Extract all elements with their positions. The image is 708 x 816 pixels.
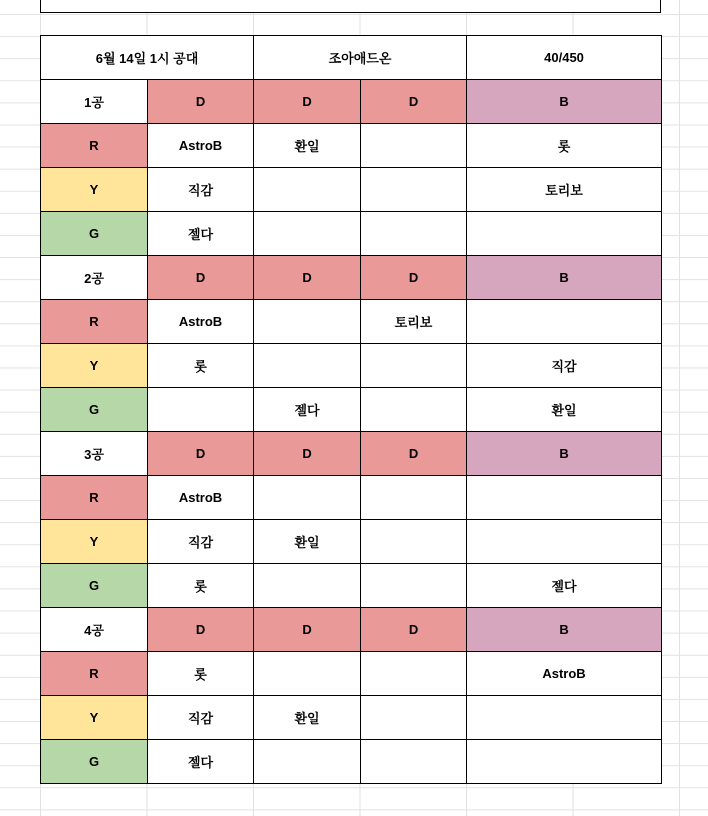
party-role-row	[41, 256, 662, 300]
member-cell[interactable]: 환일	[254, 124, 361, 168]
member-cell[interactable]	[467, 740, 662, 784]
role-cell[interactable]: D	[148, 80, 254, 124]
raid-schedule-body	[41, 36, 662, 784]
color-group-cell[interactable]: R	[41, 476, 148, 520]
color-group-cell[interactable]: G	[41, 564, 148, 608]
party-role-row	[41, 80, 662, 124]
member-cell[interactable]	[361, 168, 467, 212]
member-cell[interactable]: 직감	[148, 696, 254, 740]
member-cell[interactable]	[361, 564, 467, 608]
role-cell[interactable]: D	[254, 608, 361, 652]
role-cell[interactable]: B	[467, 432, 662, 476]
role-cell[interactable]: B	[467, 256, 662, 300]
member-cell[interactable]	[148, 388, 254, 432]
color-group-cell[interactable]: Y	[41, 168, 148, 212]
member-cell[interactable]	[361, 740, 467, 784]
member-cell[interactable]: 젤다	[148, 740, 254, 784]
member-cell[interactable]	[467, 300, 662, 344]
member-cell[interactable]: 직감	[467, 344, 662, 388]
role-cell[interactable]: D	[254, 256, 361, 300]
party-title-cell[interactable]: 3공	[41, 432, 148, 476]
party-title-cell[interactable]: 1공	[41, 80, 148, 124]
color-group-cell[interactable]: G	[41, 212, 148, 256]
member-cell[interactable]	[254, 300, 361, 344]
member-cell[interactable]: 직감	[148, 520, 254, 564]
member-row	[41, 300, 662, 344]
member-cell[interactable]	[361, 520, 467, 564]
member-row	[41, 740, 662, 784]
previous-table-bottom	[40, 0, 661, 13]
role-cell[interactable]: D	[361, 80, 467, 124]
member-cell[interactable]	[467, 212, 662, 256]
member-cell[interactable]: AstroB	[148, 124, 254, 168]
role-cell[interactable]: D	[361, 256, 467, 300]
party-role-row	[41, 608, 662, 652]
member-cell[interactable]	[361, 652, 467, 696]
role-cell[interactable]: D	[148, 608, 254, 652]
member-row	[41, 388, 662, 432]
color-group-cell[interactable]: Y	[41, 344, 148, 388]
role-cell[interactable]: D	[148, 432, 254, 476]
member-cell[interactable]: 롯	[467, 124, 662, 168]
member-cell[interactable]: AstroB	[148, 476, 254, 520]
member-cell[interactable]: 젤다	[467, 564, 662, 608]
member-cell[interactable]: AstroB	[467, 652, 662, 696]
member-cell[interactable]	[361, 212, 467, 256]
member-cell[interactable]: 롯	[148, 564, 254, 608]
member-cell[interactable]: 환일	[254, 520, 361, 564]
member-row	[41, 564, 662, 608]
role-cell[interactable]: D	[148, 256, 254, 300]
party-role-row	[41, 432, 662, 476]
member-row	[41, 212, 662, 256]
member-cell[interactable]: 토리보	[467, 168, 662, 212]
member-cell[interactable]	[467, 696, 662, 740]
color-group-cell[interactable]: R	[41, 124, 148, 168]
member-cell[interactable]	[361, 696, 467, 740]
member-cell[interactable]	[254, 212, 361, 256]
member-row	[41, 124, 662, 168]
member-row	[41, 344, 662, 388]
member-cell[interactable]	[254, 344, 361, 388]
member-row	[41, 652, 662, 696]
member-cell[interactable]	[467, 520, 662, 564]
header-count-cell[interactable]: 40/450	[467, 36, 662, 80]
header-date-cell[interactable]: 6월 14일 1시 공대	[41, 36, 254, 80]
member-cell[interactable]	[254, 168, 361, 212]
role-cell[interactable]: B	[467, 80, 662, 124]
role-cell[interactable]: D	[361, 608, 467, 652]
member-cell[interactable]	[254, 476, 361, 520]
role-cell[interactable]: D	[254, 80, 361, 124]
member-cell[interactable]	[254, 564, 361, 608]
member-cell[interactable]: 젤다	[148, 212, 254, 256]
member-cell[interactable]: 환일	[467, 388, 662, 432]
member-cell[interactable]: 직감	[148, 168, 254, 212]
member-cell[interactable]	[361, 476, 467, 520]
color-group-cell[interactable]: Y	[41, 520, 148, 564]
member-cell[interactable]	[254, 652, 361, 696]
member-row	[41, 476, 662, 520]
member-row	[41, 696, 662, 740]
party-title-cell[interactable]: 2공	[41, 256, 148, 300]
member-row	[41, 168, 662, 212]
member-cell[interactable]: 롯	[148, 344, 254, 388]
role-cell[interactable]: D	[254, 432, 361, 476]
color-group-cell[interactable]: R	[41, 300, 148, 344]
member-cell[interactable]: 토리보	[361, 300, 467, 344]
member-cell[interactable]: 롯	[148, 652, 254, 696]
member-cell[interactable]: 환일	[254, 696, 361, 740]
color-group-cell[interactable]: Y	[41, 696, 148, 740]
member-cell[interactable]	[361, 388, 467, 432]
member-cell[interactable]	[254, 740, 361, 784]
member-row	[41, 520, 662, 564]
color-group-cell[interactable]: G	[41, 388, 148, 432]
member-cell[interactable]	[467, 476, 662, 520]
party-title-cell[interactable]: 4공	[41, 608, 148, 652]
member-cell[interactable]: 젤다	[254, 388, 361, 432]
color-group-cell[interactable]: R	[41, 652, 148, 696]
color-group-cell[interactable]: G	[41, 740, 148, 784]
role-cell[interactable]: D	[361, 432, 467, 476]
member-cell[interactable]: AstroB	[148, 300, 254, 344]
header-addon-cell[interactable]: 조아애드온	[254, 36, 467, 80]
member-cell[interactable]	[361, 344, 467, 388]
raid-schedule-table	[40, 35, 662, 784]
member-cell[interactable]	[361, 124, 467, 168]
role-cell[interactable]: B	[467, 608, 662, 652]
header-row	[41, 36, 662, 80]
